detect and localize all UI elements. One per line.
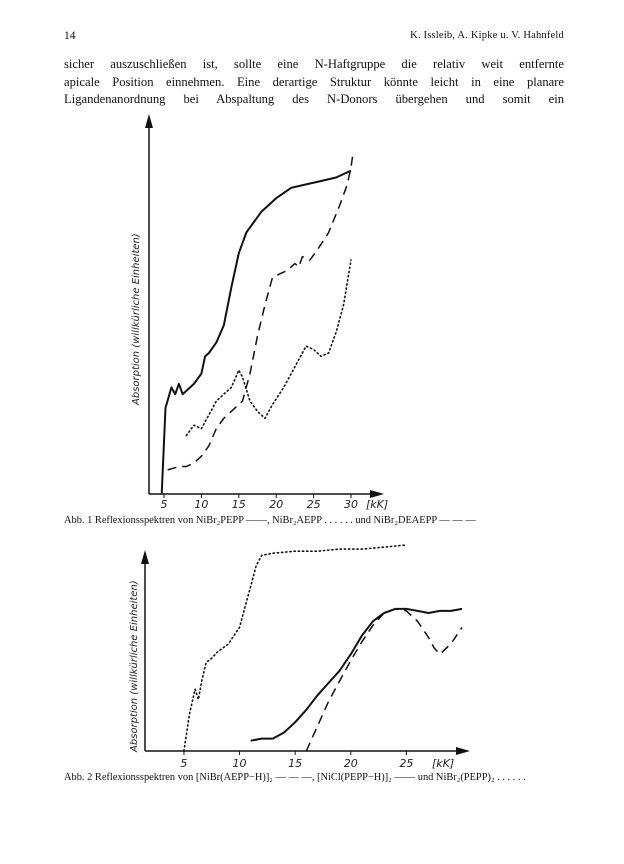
- page-number: 14: [64, 30, 76, 42]
- series-line-dotted: [184, 545, 407, 751]
- x-tick-label: 5: [180, 757, 188, 770]
- body-line: Ligandenanordnung bei Abspaltung des N-Donors übergehen und somit ein: [64, 92, 564, 106]
- x-tick-label: 15: [288, 757, 303, 770]
- body-line: sicher auszuschließen ist, sollte eine N-Haftgruppe die relativ weit entfernte: [64, 57, 564, 71]
- series-line-dashed: [306, 609, 462, 751]
- x-axis-unit: [kK]: [366, 498, 389, 511]
- x-tick-label: 5: [160, 498, 168, 511]
- y-axis-arrow: [141, 550, 149, 564]
- x-tick-label: 25: [306, 498, 321, 511]
- x-tick-label: 10: [232, 757, 247, 770]
- x-tick-label: 15: [231, 498, 246, 511]
- x-tick-label: 20: [269, 498, 284, 511]
- x-tick-label: 10: [194, 498, 209, 511]
- figure-2-caption: Abb. 2 Reflexionsspektren von [NiBr(AEPP−H)]₂ — — —, [NiCl(PEPP−H)]₂ —— und NiBr₂(PEPP)₂ . . . . . .: [64, 772, 526, 783]
- x-axis-unit: [kK]: [432, 757, 455, 770]
- figure-1-caption: Abb. 1 Reflexionsspektren von NiBr₂PEPP ——, NiBr₂AEPP . . . . . . und NiBr₂DEAEPP — — —: [64, 515, 476, 526]
- running-head: K. Issleib, A. Kipke u. V. Hahnfeld: [410, 30, 564, 41]
- y-axis-label: Absorption (willkürliche Einheiten): [131, 233, 142, 405]
- x-axis-arrow: [456, 747, 470, 755]
- x-tick-label: 20: [343, 757, 358, 770]
- body-line: apicale Position einnehmen. Eine derartige Struktur könnte leicht in eine planare: [64, 74, 564, 89]
- series-line-solid: [251, 609, 462, 741]
- x-tick-label: 25: [399, 757, 414, 770]
- y-axis-label: Absorption (willkürliche Einheiten): [129, 580, 140, 752]
- x-tick-label: 30: [344, 498, 359, 511]
